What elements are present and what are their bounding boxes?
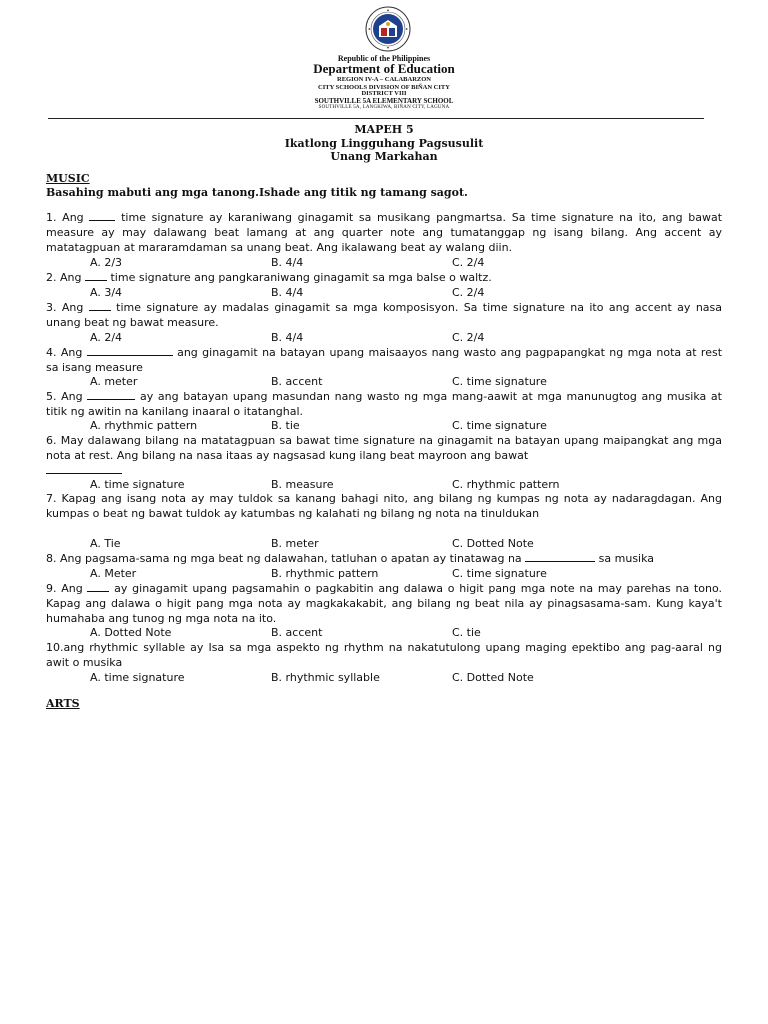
question-3 <box>46 300 722 330</box>
question-1 <box>46 210 722 255</box>
district-line: DISTRICT VIII <box>361 90 407 97</box>
question-8 <box>46 551 722 566</box>
option-a[interactable]: A. meter <box>90 375 138 388</box>
option-c[interactable]: C. tie <box>452 626 481 639</box>
question-7 <box>46 491 722 521</box>
question-number: 9. Ang <box>46 582 83 595</box>
option-a[interactable]: A. time signature <box>90 671 185 684</box>
question-9 <box>46 581 722 626</box>
option-a[interactable]: A. Tie <box>90 537 121 550</box>
option-a[interactable]: A. 2/4 <box>90 331 123 344</box>
answer-blank <box>87 389 135 400</box>
quarter-title: Unang Markahan <box>330 150 438 163</box>
department-line: Department of Education <box>313 61 455 76</box>
question-number: 5. Ang <box>46 390 83 403</box>
question-text: ay ginagamit upang pagsamahin o pagkabitin ang dalawa o higit pang mga note na may parehas na tono. Kapag ang dalawa o higit pang mga nota ay magkakakabit, ang bilang ng beat nila ay pinagsasama-sam. Kung kaya't humahaba ang tunog ng mga nota na ito. <box>46 582 722 625</box>
answer-blank <box>525 551 595 562</box>
music-heading: MUSIC <box>46 172 90 185</box>
question-10 <box>46 640 722 670</box>
question-text: 8. Ang pagsama-sama ng mga beat ng dalawahan, tatluhan o apatan ay tinatawag na <box>46 552 522 565</box>
question-text: ang ginagamit na batayan upang maisaayos nang wasto ang pagpapangkat ng mga nota at rest sa isang measure <box>46 346 723 374</box>
option-b[interactable]: B. measure <box>271 478 334 491</box>
option-b[interactable]: B. accent <box>271 375 323 388</box>
question-text: ay ang batayan upang masundan nang wasto ng mga mang-aawit at mga manunugtog ang musika at titik ng awitin na kanilang inaaral o itatanghal. <box>46 390 722 418</box>
question-text: 7. Kapag ang isang nota ay may tuldok sa kanang bahagi nito, ang bilang ng kumpas ng nota ay nadaragdagan. Ang kumpas o beat ng bawat tuldok ay katumbas ng kalahati ng bilang ng nota na tinuldukan <box>46 492 722 520</box>
option-c[interactable]: C. 2/4 <box>452 286 485 299</box>
option-c[interactable]: C. rhythmic pattern <box>452 478 560 491</box>
option-a[interactable]: A. Dotted Note <box>90 626 172 639</box>
answer-blank <box>87 345 173 356</box>
question-text: time signature ay madalas ginagamit sa mga komposisyon. Sa time signature na ito ang accent ay nasa unang beat ng bawat measure. <box>46 301 723 329</box>
option-c[interactable]: C. time signature <box>452 419 547 432</box>
test-title: Ikatlong Lingguhang Pagsusulit <box>284 137 484 150</box>
answer-blank <box>46 473 122 474</box>
option-b[interactable]: B. accent <box>271 626 323 639</box>
option-b[interactable]: B. rhythmic pattern <box>271 567 379 580</box>
question-text: 10.ang rhythmic syllable ay Isa sa mga aspekto ng rhythm na nakatutulong upang maging epektibo ang pag-aaral ng awit o musika <box>46 641 722 669</box>
instruction-text: Basahing mabuti ang mga tanong.Ishade ang titik ng tamang sagot. <box>46 186 468 199</box>
question-number: 3. Ang <box>46 301 84 314</box>
deped-seal-icon <box>365 6 411 52</box>
answer-blank <box>89 300 111 311</box>
answer-blank <box>89 210 115 221</box>
option-c[interactable]: C. time signature <box>452 375 547 388</box>
option-a[interactable]: A. 2/3 <box>90 256 123 269</box>
arts-heading: ARTS <box>46 697 80 710</box>
header-divider <box>48 118 704 119</box>
option-b[interactable]: B. meter <box>271 537 319 550</box>
option-c[interactable]: C. Dotted Note <box>452 671 534 684</box>
option-a[interactable]: A. time signature <box>90 478 185 491</box>
question-5 <box>46 389 722 419</box>
option-a[interactable]: A. rhythmic pattern <box>90 419 198 432</box>
question-4 <box>46 345 722 375</box>
option-b[interactable]: B. rhythmic syllable <box>271 671 380 684</box>
school-line: SOUTHVILLE 5A ELEMENTARY SCHOOL <box>314 97 454 105</box>
option-b[interactable]: B. 4/4 <box>271 256 304 269</box>
question-text: time signature ang pangkaraniwang ginagamit sa mga balse o waltz. <box>110 271 492 284</box>
question-2 <box>46 270 722 285</box>
question-number: 4. Ang <box>46 346 83 359</box>
option-a[interactable]: A. 3/4 <box>90 286 123 299</box>
question-text: 6. May dalawang bilang na matatagpuan sa bawat time signature na ginagamit na batayan upang maipangkat ang mga nota at rest. Ang bilang na nasa itaas ay nagsasad kung ilang beat mayroon ang bawat <box>46 434 722 462</box>
region-line: REGION IV-A – CALABARZON <box>337 76 431 83</box>
question-6 <box>46 433 722 463</box>
option-b[interactable]: B. 4/4 <box>271 286 304 299</box>
question-number: 1. Ang <box>46 211 84 224</box>
option-c[interactable]: C. time signature <box>452 567 547 580</box>
option-c[interactable]: C. Dotted Note <box>452 537 534 550</box>
subject-title: MAPEH 5 <box>354 123 414 136</box>
question-text: time signature ay karaniwang ginagamit sa musikang pangmartsa. Sa time signature na ito, ang bawat measure ay may dalawang beat lamang at ang quarter note ang tumatanggap ng isang bilang. Ang accent ay matatagpuan at mararamdaman sa unang beat. Ang ikalawang beat ay walang diin. <box>46 211 723 254</box>
answer-blank <box>85 270 107 281</box>
option-c[interactable]: C. 2/4 <box>452 331 485 344</box>
question-number: 2. Ang <box>46 271 82 284</box>
option-b[interactable]: B. tie <box>271 419 300 432</box>
option-c[interactable]: C. 2/4 <box>452 256 485 269</box>
answer-blank <box>87 581 109 592</box>
option-b[interactable]: B. 4/4 <box>271 331 304 344</box>
address-line: SOUTHVILLE 5A, LANGKIWA, BIÑAN CITY, LAGUNA <box>318 105 450 110</box>
option-a[interactable]: A. Meter <box>90 567 137 580</box>
republic-line: Republic of the Philippines <box>337 54 431 63</box>
question-text-after: sa musika <box>598 552 655 565</box>
division-line: CITY SCHOOLS DIVISION OF BIÑAN CITY <box>318 84 450 91</box>
